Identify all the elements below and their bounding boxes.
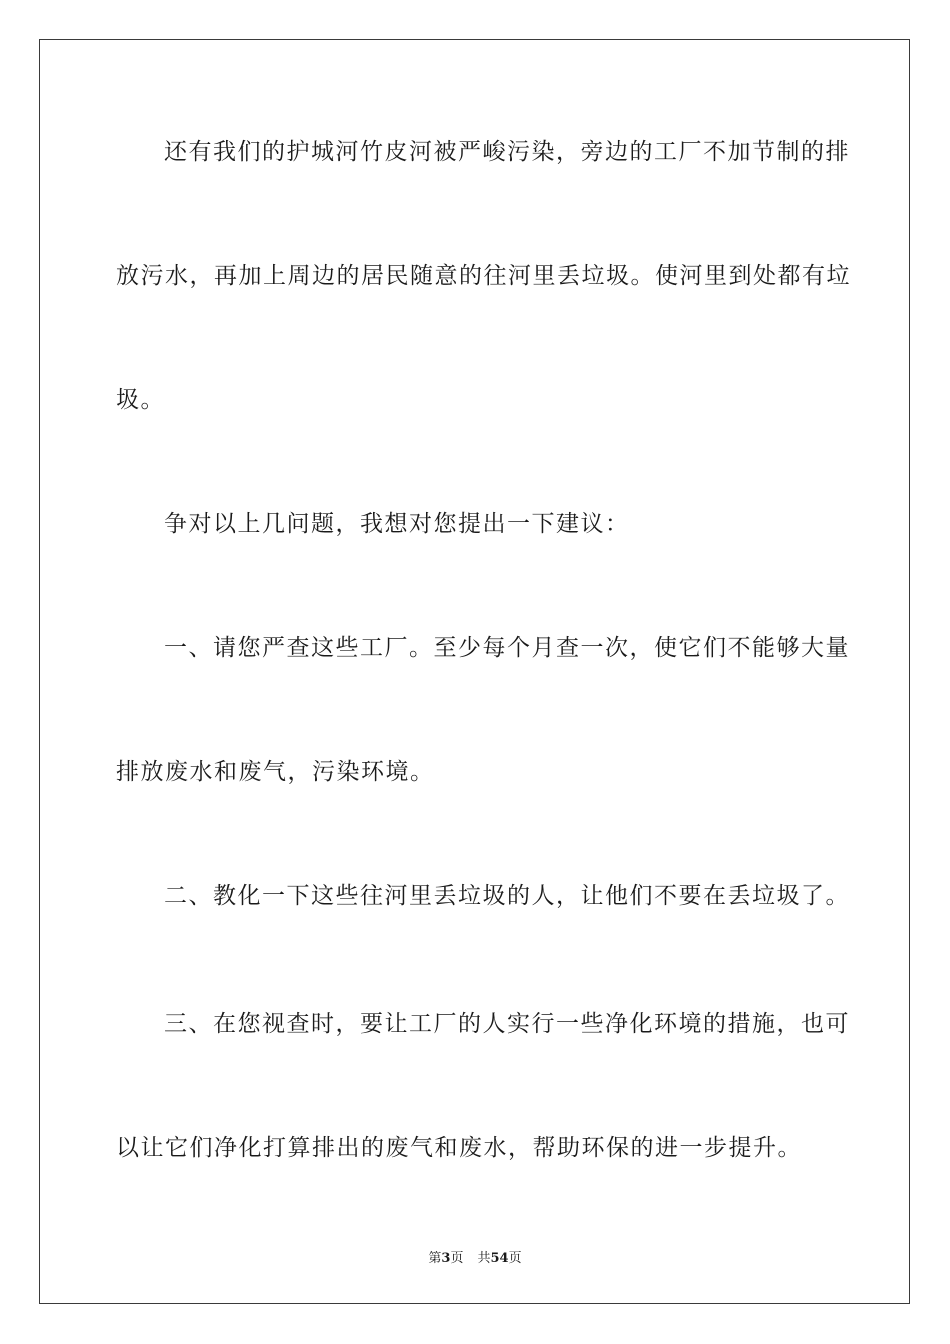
page-suffix: 页: [450, 1251, 464, 1266]
page-number: 3: [441, 1251, 451, 1266]
paragraph-line-1: 还有我们的护城河竹皮河被严峻污染，旁边的工厂不加节制的排: [164, 139, 850, 165]
paragraph-line-9: 以让它们净化打算排出的废气和废水，帮助环保的进一步提升。: [116, 1135, 802, 1161]
total-pages: 54: [490, 1251, 509, 1266]
paragraph-line-2: 放污水，再加上周边的居民随意的往河里丢垃圾。使河里到处都有垃: [116, 263, 851, 289]
page-footer: [0, 1247, 950, 1266]
total-suffix: 页: [508, 1251, 522, 1266]
total-prefix: 共: [477, 1251, 491, 1266]
page-border: [39, 39, 910, 1304]
paragraph-line-7: 二、教化一下这些往河里丢垃圾的人，让他们不要在丢垃圾了。: [164, 883, 850, 909]
paragraph-line-8: 三、在您视查时，要让工厂的人实行一些净化环境的措施，也可: [164, 1011, 850, 1037]
paragraph-line-5: 一、请您严查这些工厂。至少每个月查一次，使它们不能够大量: [164, 635, 850, 661]
paragraph-line-6: 排放废水和废气，污染环境。: [116, 759, 435, 785]
page-prefix: 第: [428, 1251, 442, 1266]
paragraph-line-3: 圾。: [116, 387, 165, 413]
paragraph-line-4: 争对以上几问题，我想对您提出一下建议：: [164, 511, 630, 537]
